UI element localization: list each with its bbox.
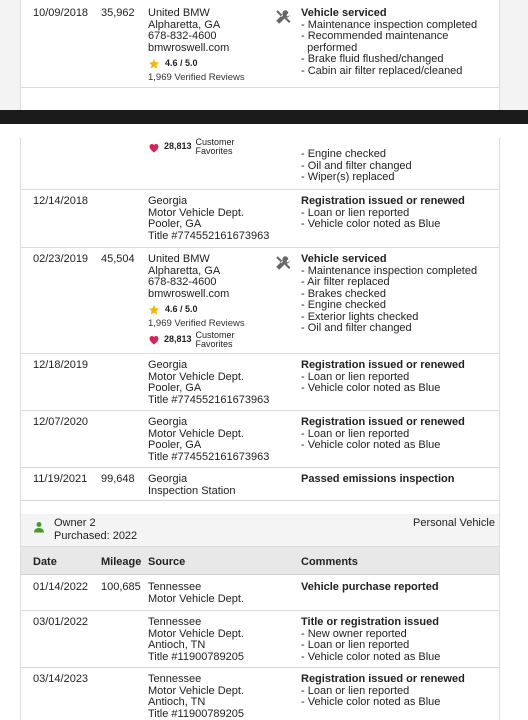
top-panel [0, 0, 528, 110]
rating-value: 4.6 / 5.0 [165, 58, 198, 69]
row-source [148, 674, 288, 720]
row-comments [301, 8, 501, 77]
row-source [148, 196, 288, 242]
row-source [148, 138, 288, 156]
owner-usage-type: Personal Vehicle [413, 517, 495, 529]
source-line: Antioch, TN [148, 639, 206, 651]
comment-item: - Maintenance inspection completed [301, 18, 478, 31]
history-card [20, 138, 500, 720]
row-date: 12/18/2019 [33, 359, 89, 371]
table-row [21, 468, 499, 501]
table-header [21, 547, 499, 575]
column-header-source: Source [148, 556, 186, 568]
comment-item: - Vehicle color noted as Blue [301, 382, 441, 394]
source-line: Tennessee [148, 581, 202, 593]
comment-title: Registration issued or renewed [301, 673, 465, 685]
source-line: Pooler, GA [148, 218, 202, 230]
comment-item: - Oil and filter changed [301, 322, 412, 334]
source-website-link[interactable]: bmwroswell.com [148, 287, 230, 300]
comment-item: performed [301, 41, 358, 54]
comment-item: - Loan or lien reported [301, 370, 410, 383]
column-header-comments: Comments [301, 556, 358, 568]
comment-item: - Vehicle color noted as Blue [301, 439, 441, 451]
source-line: Motor Vehicle Dept. [148, 206, 244, 219]
rating [148, 58, 288, 70]
rating [148, 304, 288, 316]
row-comments [301, 196, 501, 231]
comment-item: - Maintenance inspection completed [301, 264, 478, 277]
comment-item: - Vehicle color noted as Blue [301, 218, 441, 230]
source-line: Motor Vehicle Dept. [148, 370, 244, 383]
person-icon [33, 521, 45, 533]
source-line: Title #774552161673963 [148, 229, 270, 242]
source-line: Pooler, GA [148, 382, 202, 394]
row-comments [301, 582, 501, 594]
comment-item: - New owner reported [301, 627, 407, 640]
comment-item: - Loan or lien reported [301, 684, 410, 697]
row-mileage: 99,648 [101, 473, 135, 485]
customer-favorites [148, 331, 288, 349]
comment-item: - Vehicle color noted as Blue [301, 696, 441, 708]
source-line: Alpharetta, GA [148, 264, 221, 277]
row-date: 03/01/2022 [33, 616, 89, 628]
screenshot-divider [0, 110, 528, 124]
comment-item: - Recommended maintenance [301, 30, 449, 42]
row-date: 12/07/2020 [33, 416, 89, 428]
owner-purchased: Purchased: 2022 [54, 530, 138, 542]
row-source [148, 617, 288, 663]
row-date: 01/14/2022 [33, 581, 89, 593]
favorites-count: 28,813 [164, 333, 192, 344]
history-card-top [20, 0, 500, 110]
comment-item: - Wiper(s) replaced [301, 171, 395, 183]
source-line: 678-832-4600 [148, 30, 217, 42]
comment-title: Registration issued or renewed [301, 195, 465, 207]
comment-item: - Loan or lien reported [301, 639, 410, 651]
source-line: Title #11900789205 [148, 707, 245, 720]
source-line: Alpharetta, GA [148, 18, 221, 31]
comment-item: - Vehicle color noted as Blue [301, 650, 441, 663]
row-date: 10/09/2018 [33, 7, 89, 19]
row-comments [301, 149, 501, 184]
row-source [148, 417, 288, 463]
table-row [21, 668, 499, 720]
source-line: Motor Vehicle Dept. [148, 684, 244, 697]
owner-2-header[interactable] [21, 514, 499, 547]
favorites-count: 28,813 [164, 141, 192, 152]
row-date: 11/19/2021 [33, 473, 88, 485]
row-source [148, 582, 288, 605]
source-line: Georgia [148, 416, 188, 428]
rating-value: 4.6 / 5.0 [165, 304, 198, 315]
table-row [21, 190, 499, 248]
source-line: Pooler, GA [148, 439, 202, 451]
reviews-count[interactable]: 1,969 Verified Reviews [148, 72, 245, 83]
source-line: Inspection Station [148, 484, 236, 497]
heart-icon [148, 334, 160, 345]
row-mileage: 45,504 [101, 253, 135, 265]
row-mileage: 100,685 [101, 581, 141, 593]
comment-title: Title or registration issued [301, 616, 439, 628]
comment-title: Registration issued or renewed [301, 416, 465, 428]
row-date: 12/14/2018 [33, 195, 89, 207]
row-comments [301, 474, 501, 486]
row-comments [301, 617, 501, 663]
source-line: Tennessee [148, 673, 202, 685]
comment-item: - Loan or lien reported [301, 206, 410, 219]
source-line: Title #774552161673963 [148, 393, 270, 406]
table-row [21, 411, 499, 468]
comment-item: - Exterior lights checked [301, 310, 419, 323]
row-comments [301, 417, 501, 452]
source-line: Georgia [148, 473, 188, 485]
comment-title: Passed emissions inspection [301, 473, 455, 485]
column-header-date: Date [33, 556, 57, 568]
source-line: Antioch, TN [148, 696, 206, 708]
comment-title: Vehicle serviced [301, 253, 387, 265]
source-line: Motor Vehicle Dept. [148, 627, 244, 640]
source-line: 678-832-4600 [148, 276, 217, 288]
row-source [148, 8, 288, 84]
table-row [21, 138, 499, 190]
source-line: United BMW [148, 253, 210, 265]
comment-item: - Cabin air filter replaced/cleaned [301, 64, 463, 77]
row-mileage: 35,962 [101, 7, 135, 19]
source-line: Title #11900789205 [148, 650, 245, 663]
source-line: Motor Vehicle Dept. [148, 592, 244, 605]
comment-item: - Oil and filter changed [301, 159, 412, 172]
owner-title: Owner 2 [54, 517, 96, 529]
table-row [21, 354, 499, 411]
source-line: Motor Vehicle Dept. [148, 427, 244, 440]
service-wrench-icon [274, 8, 292, 26]
row-source [148, 254, 288, 349]
table-row [21, 611, 499, 668]
table-row [21, 575, 499, 611]
favorites-label: Customer Favorites [195, 137, 235, 156]
comment-item: - Engine checked [301, 148, 386, 160]
customer-favorites [148, 138, 288, 156]
source-line: United BMW [148, 7, 210, 19]
source-line: Title #774552161673963 [148, 450, 270, 463]
reviews-count[interactable]: 1,969 Verified Reviews [148, 318, 245, 329]
row-source [148, 360, 288, 406]
row-source [148, 474, 288, 497]
comment-item: - Brake fluid flushed/changed [301, 53, 444, 65]
row-comments [301, 674, 501, 709]
favorites-label: Customer Favorites [195, 329, 235, 349]
comment-item: - Air filter replaced [301, 276, 390, 288]
table-row [21, 0, 499, 88]
row-date: 03/14/2023 [33, 673, 89, 685]
table-row [21, 248, 499, 354]
heart-icon [148, 142, 160, 153]
comment-title: Vehicle serviced [301, 7, 387, 19]
column-header-mileage: Mileage [101, 556, 142, 568]
star-icon [148, 58, 160, 70]
star-icon [148, 304, 160, 316]
source-line: Georgia [148, 359, 188, 371]
source-line: Tennessee [148, 616, 202, 628]
comment-title: Vehicle purchase reported [301, 581, 439, 593]
row-comments [301, 360, 501, 395]
row-date: 02/23/2019 [33, 253, 89, 265]
row-comments [301, 254, 501, 335]
comment-item: - Loan or lien reported [301, 427, 410, 440]
comment-item: - Brakes checked [301, 287, 386, 300]
bottom-panel [0, 124, 528, 720]
service-wrench-icon [274, 254, 292, 272]
source-website-link[interactable]: bmwroswell.com [148, 41, 230, 54]
comment-title: Registration issued or renewed [301, 359, 465, 371]
comment-item: - Engine checked [301, 299, 386, 311]
source-line: Georgia [148, 195, 188, 207]
